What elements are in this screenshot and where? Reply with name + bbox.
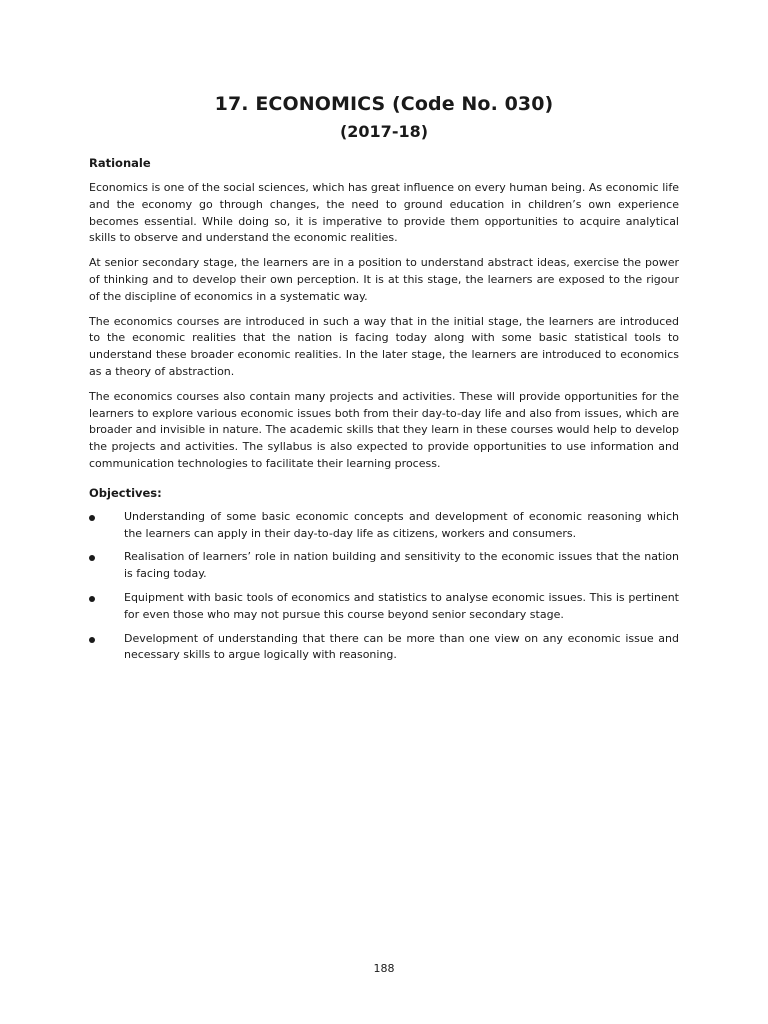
- rationale-paragraph: At senior secondary stage, the learners are in a position to understand abstract ideas, exercise the power of thinking and to develop their own perception. It is at this stage, the learners are exposed to the rigour of the discipline of economics in a systematic way.: [89, 256, 679, 303]
- document-subtitle: (2017-18): [339, 122, 429, 141]
- rationale-section: [89, 156, 679, 473]
- bullet-icon: [89, 555, 95, 561]
- bullet-icon: [89, 515, 95, 521]
- objectives-heading: Objectives:: [89, 485, 162, 500]
- bullet-icon: [89, 596, 95, 602]
- objectives-section: [89, 486, 679, 664]
- rationale-heading: Rationale: [89, 156, 151, 170]
- document-title: 17. ECONOMICS (Code No. 030): [214, 93, 554, 115]
- bullet-icon: [89, 637, 95, 643]
- list-item-text: Understanding of some basic economic concepts and development of economic reasoning which the learners can apply in their day-to-day life as citizens, workers and consumers.: [124, 509, 679, 540]
- rationale-paragraph: Economics is one of the social sciences, which has great influence on every human being. As economic life and the economy go through changes, the need to ground education in children’s own experience becomes essential. While doing so, it is imperative to provide them opportunities to acquire analytical skills to observe and understand the economic realities.: [89, 181, 679, 245]
- list-item-text: Realisation of learners’ role in nation building and sensitivity to the economic issues that the nation is facing today.: [124, 550, 679, 581]
- page-number: 188: [373, 962, 395, 975]
- list-item: [89, 590, 679, 624]
- rationale-paragraph: The economics courses are introduced in such a way that in the initial stage, the learners are introduced to the economic realities that the nation is facing today along with some basic statistical tools to understand these broader economic realities. In the later stage, the learners are introduced to economics as a theory of abstraction.: [89, 314, 679, 378]
- list-item: [89, 509, 679, 543]
- list-item: [89, 631, 679, 665]
- list-item: [89, 549, 679, 583]
- objectives-list: [89, 509, 679, 664]
- document-page: [89, 92, 679, 671]
- list-item-text: Equipment with basic tools of economics and statistics to analyse economic issues. This is pertinent for even those who may not pursue this course beyond senior secondary stage.: [124, 590, 679, 621]
- rationale-paragraph: The economics courses also contain many projects and activities. These will provide opportunities for the learners to explore various economic issues both from their day-to-day life and also from issues, which are broader and invisible in nature. The academic skills that they learn in these courses would help to develop the projects and activities. The syllabus is also expected to provide opportunities to use information and communication technologies to facilitate their learning process.: [89, 389, 679, 470]
- list-item-text: Development of understanding that there can be more than one view on any economic issue and necessary skills to argue logically with reasoning.: [124, 631, 679, 662]
